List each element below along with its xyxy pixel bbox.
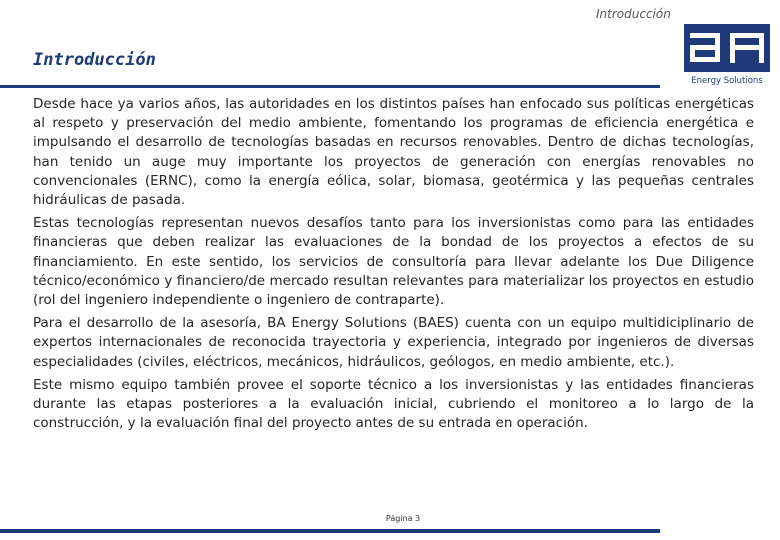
footer-divider: [0, 529, 660, 533]
ba-logo-icon: [684, 24, 770, 72]
company-logo: [680, 24, 772, 90]
paragraph: Estas tecnologías representan nuevos desafíos tanto para los inversionistas como para las entidades financieras que deben realizar las evaluaciones de la bondad de los proyectos a efectos de su financiamiento. En este sentido, los servicios de consultoría para llevar adelante los Due Diligence técnico/económico y financiero/de mercado resultan relevantes para materializar los proyectos en estudio (rol del ingeniero independiente o ingeniero de contraparte).: [33, 215, 754, 309]
body-text: [33, 95, 754, 437]
paragraph: Desde hace ya varios años, las autoridades en los distintos países han enfocado sus políticas energéticas al respeto y preservación del medio ambiente, fomentando los programas de eficiencia energética e impulsando el desarrollo de tecnologías basadas en recursos renovables. Dentro de dichas tecnologías, han tenido un auge muy importante los proyectos de generación con energías renovables no convencionales (ERNC), como la energía eólica, solar, biomasa, geotérmica y las pequeñas centrales hidráulicas de pasada.: [33, 96, 754, 209]
header-section-label: Introducción: [596, 7, 671, 21]
page-title: Introducción: [33, 50, 156, 70]
paragraph: Para el desarrollo de la asesoría, BA Energy Solutions (BAES) cuenta con un equipo multidiciplinario de expertos internacionales de reconocida trayectoria y experiencia, integrado por ingenieros de diversas especialidades (civiles, eléctricos, mecánicos, hidráulicos, geólogos, en medio ambiente, etc.).: [33, 315, 754, 370]
logo-tagline: Energy Solutions: [691, 76, 763, 86]
title-divider: [0, 85, 660, 88]
page-number: Página 3: [385, 514, 421, 523]
paragraph: Este mismo equipo también provee el soporte técnico a los inversionistas y las entidades financieras durante las etapas posteriores a la evaluación inicial, cubriendo el monitoreo a lo largo de la construcción, y la evaluación final del proyecto antes de su entrada en operación.: [33, 376, 754, 432]
